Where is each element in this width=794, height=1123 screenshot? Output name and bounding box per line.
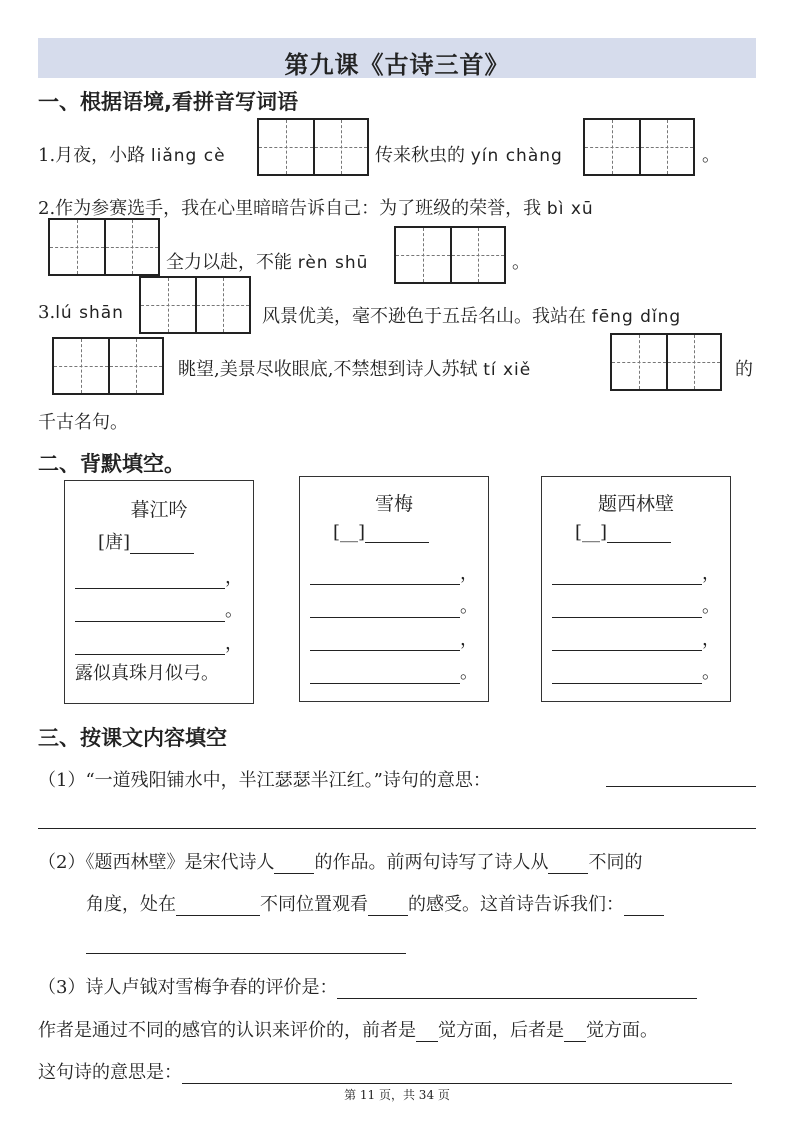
poem-line-2 — [552, 592, 720, 618]
s3-q3-b: 作者是通过不同的感官的认识来评价的，前者是 — [38, 1020, 416, 1041]
q1-mid: 传来秋虫的 — [375, 145, 465, 166]
verse-blank[interactable] — [75, 570, 225, 589]
punct: ， — [225, 633, 243, 654]
q3-pinyin2: fēng dǐng — [591, 307, 682, 327]
punct: ， — [702, 629, 720, 650]
poem-title: 雪梅 — [374, 493, 413, 515]
verse-blank[interactable] — [552, 566, 702, 585]
s3-q3-c: 觉方面，后者是 — [438, 1020, 564, 1041]
poem-line-3 — [310, 625, 478, 651]
verse-blank[interactable] — [75, 636, 225, 655]
q3-mid1: 风景优美，毫不逊色于五岳名山。我站在 — [262, 306, 586, 327]
evaluation-blank[interactable] — [337, 980, 697, 999]
q2-pinyin1: bì xū — [546, 199, 594, 219]
poem-line-2 — [75, 596, 243, 622]
answer-grid-q3b[interactable] — [52, 337, 164, 395]
object-blank[interactable] — [368, 897, 408, 916]
section2-heading: 二、背默填空。 — [38, 452, 185, 476]
poem-line-1 — [552, 559, 720, 585]
lesson-blank-a[interactable] — [624, 897, 664, 916]
poem-line-4: 露似真珠月似弓。 — [75, 663, 219, 684]
s3-q2-d: 角度，处在 — [86, 894, 176, 915]
poem-title: 暮江吟 — [130, 499, 188, 521]
q2-end: 。 — [512, 252, 530, 273]
q1-line — [38, 141, 226, 167]
poem-line-2 — [310, 592, 478, 618]
q2-line1 — [38, 194, 594, 220]
s3-q2-c: 不同的 — [588, 852, 643, 873]
poem-line-4 — [552, 658, 720, 684]
author-blank[interactable] — [607, 524, 671, 543]
poem-author-line — [333, 522, 429, 543]
poem-line-1 — [310, 559, 478, 585]
angle-blank[interactable] — [548, 855, 588, 874]
verse-blank[interactable] — [552, 599, 702, 618]
position-blank[interactable] — [176, 897, 260, 916]
poem-dynasty: [__] — [333, 522, 366, 543]
q2-mid: 全力以赴，不能 — [166, 252, 292, 273]
section1-heading: 一、根据语境,看拼音写词语 — [38, 90, 298, 114]
punct: ， — [460, 629, 478, 650]
q3-line1 — [38, 302, 124, 323]
s3-q1-text: （1）“一道残阳铺水中，半江瑟瑟半江红。”诗句的意思： — [38, 770, 491, 791]
section3-heading: 三、按课文内容填空 — [38, 726, 227, 750]
answer-grid-q3a[interactable] — [139, 276, 251, 334]
verse-blank[interactable] — [310, 566, 460, 585]
s3-q2-e: 不同位置观看 — [260, 894, 368, 915]
punct: 。 — [702, 662, 720, 683]
author-blank[interactable] — [365, 524, 429, 543]
q1-pinyin1: liǎng cè — [150, 146, 226, 166]
punct: ， — [702, 563, 720, 584]
s3-q3-a: （3）诗人卢钺对雪梅争春的评价是： — [38, 977, 338, 998]
poem-line-3 — [552, 625, 720, 651]
q3-mid2: 眺望,美景尽收眼底,不禁想到诗人苏轼 — [178, 359, 478, 380]
q3-prefix: 3. — [38, 302, 56, 323]
answer-grid-q2a[interactable] — [48, 218, 160, 276]
s3-q3-d: 觉方面。 — [586, 1020, 658, 1041]
poem-author-line — [575, 522, 671, 543]
poet-blank[interactable] — [274, 855, 314, 874]
q1-prefix: 1.月夜，小路 — [38, 145, 146, 166]
verse-blank[interactable] — [75, 603, 225, 622]
punct: ， — [225, 567, 243, 588]
q2-line2 — [166, 248, 368, 274]
s3-q2-b: 的作品。前两句诗写了诗人从 — [314, 852, 549, 873]
poem-line-3 — [75, 629, 243, 655]
lesson-blank-b[interactable] — [86, 935, 406, 954]
sense-blank-b[interactable] — [564, 1023, 586, 1042]
poem-card-xuemei — [299, 476, 489, 702]
punct: 。 — [460, 662, 478, 683]
page-title: 第九课《古诗三首》 — [284, 51, 510, 79]
s3-q2-line1 — [38, 848, 642, 874]
answer-grid-q3c[interactable] — [610, 333, 722, 391]
author-blank[interactable] — [130, 535, 194, 554]
verse-blank[interactable] — [310, 599, 460, 618]
s3-q3-e: 这句诗的意思是： — [38, 1062, 182, 1083]
poem-dynasty: [唐] — [98, 532, 131, 553]
q1-pinyin2: yín chàng — [470, 146, 563, 166]
q1-line-mid — [375, 141, 563, 167]
s3-q3-line2 — [38, 1016, 658, 1042]
poem-author-line — [98, 528, 194, 554]
s3-q2-a: （2）《题西林壁》是宋代诗人 — [38, 852, 275, 873]
q1-end: 。 — [702, 145, 720, 166]
punct: 。 — [225, 600, 243, 621]
verse-blank[interactable] — [310, 632, 460, 651]
title-banner — [38, 38, 756, 78]
punct: 。 — [702, 596, 720, 617]
answer-grid-q1b[interactable] — [583, 118, 695, 176]
q3-pinyin1: lú shān — [55, 303, 124, 323]
poem-line-1 — [75, 563, 243, 589]
page-footer: 第 11 页，共 34 页 — [344, 1088, 450, 1102]
answer-grid-q2b[interactable] — [394, 226, 506, 284]
s3-q1-blank-a[interactable] — [606, 768, 756, 787]
s3-q3-line3 — [38, 1058, 732, 1084]
s3-q1-blank-b[interactable] — [38, 810, 756, 829]
s3-q3-line1 — [38, 973, 697, 999]
poem-dynasty: [__] — [575, 522, 608, 543]
q2-pinyin2: rèn shū — [297, 253, 369, 273]
q3-end: 的 — [735, 359, 753, 380]
poem-line-4 — [310, 658, 478, 684]
sense-blank-a[interactable] — [416, 1023, 438, 1042]
q3-line2 — [178, 355, 531, 381]
meaning-blank[interactable] — [182, 1065, 732, 1084]
punct: 。 — [460, 596, 478, 617]
verse-blank[interactable] — [552, 665, 702, 684]
poem-card-mujiangyin — [64, 480, 254, 704]
answer-grid-q1a[interactable] — [257, 118, 369, 176]
s3-q2-line2 — [86, 890, 664, 916]
q3-line1-mid — [262, 302, 681, 328]
q2-text: 2.作为参赛选手，我在心里暗暗告诉自己：为了班级的荣誉，我 — [38, 198, 542, 219]
punct: ， — [460, 563, 478, 584]
verse-blank[interactable] — [552, 632, 702, 651]
poem-title: 题西林壁 — [597, 493, 674, 515]
verse-blank[interactable] — [310, 665, 460, 684]
q3-pinyin3: tí xiě — [483, 360, 532, 380]
s3-q2-f: 的感受。这首诗告诉我们： — [408, 894, 624, 915]
q3-line3: 千古名句。 — [38, 412, 128, 433]
poem-card-tixilinbi — [541, 476, 731, 702]
